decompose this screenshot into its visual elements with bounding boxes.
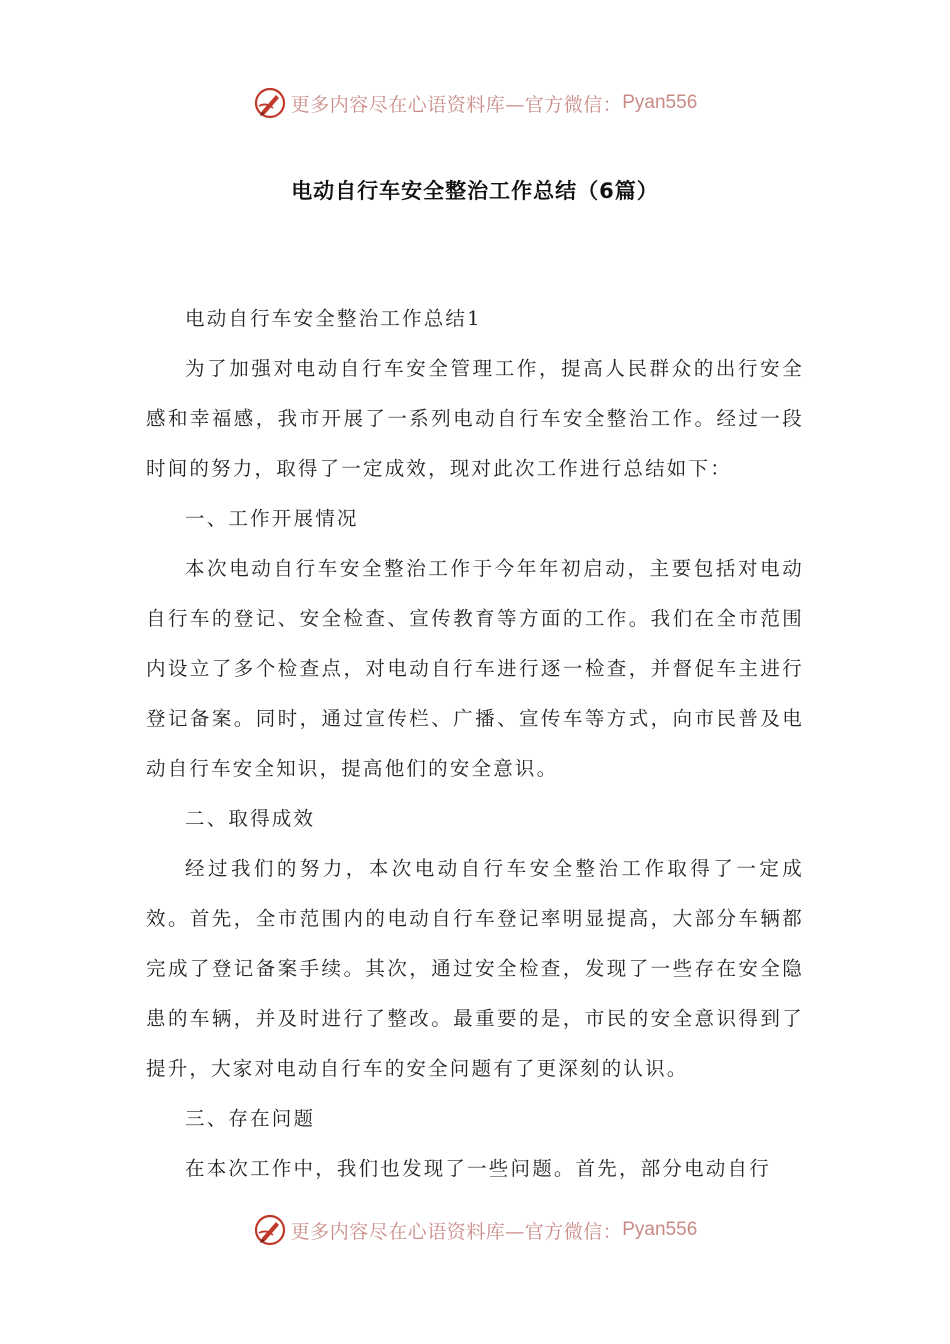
pen-logo-icon xyxy=(253,86,287,120)
wechat-handle: Pyan556 xyxy=(622,92,698,113)
paragraph: 经过我们的努力，本次电动自行车安全整治工作取得了一定成效。首先，全市范围内的电动自行车登记率明显提高，大部分车辆都完成了登记备案手续。其次，通过安全检查，发现了一些存在安全隐患的车辆，并及时进行了整改。最重要的是，市民的安全意识得到了提升，大家对电动自行车的安全问题有了更深刻的认识。 xyxy=(146,857,804,1080)
paragraph: 为了加强对电动自行车安全管理工作，提高人民群众的出行安全感和幸福感，我市开展了一系列电动自行车安全整治工作。经过一段时间的努力，取得了一定成效，现对此次工作进行总结如下： xyxy=(146,357,804,480)
footer-banner xyxy=(0,1210,950,1250)
paragraph: 本次电动自行车安全整治工作于今年年初启动，主要包括对电动自行车的登记、安全检查、宣传教育等方面的工作。我们在全市范围内设立了多个检查点，对电动自行车进行逐一检查，并督促车主进行登记备案。同时，通过宣传栏、广播、宣传车等方式，向市民普及电动自行车安全知识，提高他们的安全意识。 xyxy=(146,557,804,780)
header-banner xyxy=(0,83,950,123)
banner-text: 更多内容尽在心语资料库—官方微信： xyxy=(290,93,623,116)
section-heading: 电动自行车安全整治工作总结1 xyxy=(185,307,482,330)
section-heading: 一、工作开展情况 xyxy=(185,507,359,530)
wechat-handle: Pyan556 xyxy=(622,1219,698,1240)
paragraph: 在本次工作中，我们也发现了一些问题。首先，部分电动自行 xyxy=(185,1157,771,1180)
banner-text: 更多内容尽在心语资料库—官方微信： xyxy=(290,1220,623,1243)
document-body xyxy=(146,294,804,1194)
pen-logo-icon xyxy=(253,1213,287,1247)
section-heading: 二、取得成效 xyxy=(185,807,316,830)
document-title: 电动自行车安全整治工作总结（6篇） xyxy=(291,179,659,203)
section-heading: 三、存在问题 xyxy=(185,1107,316,1130)
